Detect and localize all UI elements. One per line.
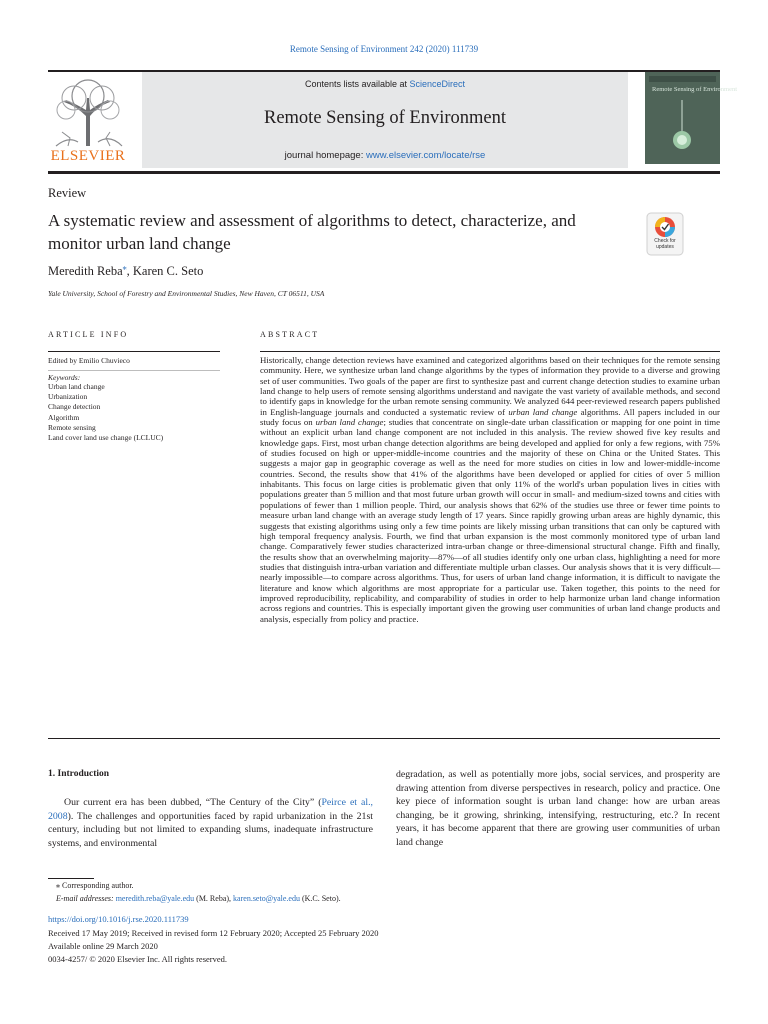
abstract-segment: Historically, change detection reviews have examined and categorized algorithms based on their techniques for the remote sensing community. Here, we synthesize urban land change algorithms by the types of information they provide to a diverse and growing set of user communities. Two goals of the paper are first to synthesize past and current change detection studies to examine urban land change to help users of remote sensing algorithms understand and navigate the vast variety of available methods, and second to identify gaps in knowledge for the urban remote sensing community. We analyzed 644 peer-reviewed research papers published in English-language journals and conducted a systematic review of: [260, 355, 720, 417]
available-online: Available online 29 March 2020: [48, 941, 158, 951]
email-label: E-mail addresses:: [56, 894, 114, 903]
divider: [260, 351, 720, 352]
journal-citation[interactable]: Remote Sensing of Environment 242 (2020) 111739: [289, 44, 479, 54]
abstract-emphasis: urban land change: [508, 406, 578, 417]
received-dates: Received 17 May 2019; Received in revised form 12 February 2020; Accepted 25 February 2020: [48, 928, 379, 938]
keyword: Remote sensing: [48, 422, 96, 432]
article-info-heading: ARTICLE INFO: [48, 330, 129, 339]
intro-paragraph-right: degradation, as well as potentially more jobs, social services, and prosperity are drawing attention from diverse perspectives in research, policy and practice. One key piece of information sought is urban land change: how are urban areas changing, be it growing, shrinking, intensifying, restructuring, etc.? In recent years, it has become apparent that there are growing user communities of urban land change: [396, 769, 720, 848]
sciencedirect-link[interactable]: ScienceDirect: [409, 79, 466, 89]
divider: [48, 370, 220, 371]
author-list: [48, 263, 203, 279]
footnote-rule: [48, 878, 94, 879]
crossmark-label: Check for updates: [654, 238, 676, 250]
abstract-segment: algorithms. All papers included in our study focus on: [260, 406, 720, 428]
keyword: Change detection: [48, 402, 101, 412]
homepage-prefix: journal homepage:: [284, 150, 366, 161]
edited-by: Edited by Emilio Chuvieco: [48, 356, 130, 365]
abstract-heading: ABSTRACT: [260, 330, 320, 339]
copyright: 0034-4257/ © 2020 Elsevier Inc. All rights reserved.: [48, 954, 228, 964]
intro-text: Our current era has been dubbed, “The Century of the City” (: [64, 797, 322, 808]
journal-cover-thumbnail[interactable]: [645, 72, 738, 164]
email-owner: (K.C. Seto).: [299, 894, 341, 903]
header-bottom-rule: [48, 171, 720, 174]
reference-link[interactable]: Peirce et al., 2008: [48, 797, 373, 822]
abstract-text: [260, 355, 720, 624]
journal-title: Remote Sensing of Environment: [263, 108, 506, 128]
crossmark-icon[interactable]: [646, 212, 684, 256]
doi-link[interactable]: https://doi.org/10.1016/j.rse.2020.111739: [48, 914, 189, 924]
keyword-list: [48, 382, 163, 443]
journal-homepage: [142, 150, 628, 161]
keywords-label: Keywords:: [48, 373, 81, 382]
email-link[interactable]: karen.seto@yale.edu: [233, 894, 300, 903]
author-separator: ,: [126, 264, 133, 279]
abstract-segment: ; studies that concentrate on single-date urban classification or mapping for one point in time without an explicit urban land change component are not included in this analysis. The review showed five key results and knowledge gaps. First, most urban change detection algorithms are being developed and applied for only a few regions, with 75% of studies focused on high or upper-middle-income countries and the majority of these on China or the United States. This suggests a major gap in geographic coverage as well as the need for more studies on cities in low and lower-middle-income countries. Second, the results show that 41% of the algorithms have been developed or applied for cities of over 5 million inhabitants. This focus on large cities is problematic given that only 11% of the world's urban population lives in cities with populations greater than 5 million and that most future urban growth will occur in small- and medium-sized towns and cities with populations of fewer than 1 million people. Third, our analysis shows that 62% of the studies use three or fewer time points to measure urban land change with an average study length of 17 years. Since rapidly growing urban areas are highly dynamic, this suggests that existing algorithms using only a few time points are likely missing urban transitions that can only be captured with high temporal frequency analysis. Fourth, we find that urban expansion is the most commonly monitored type of urban land change. Comparatively fewer studies characterized intra-urban change or three-dimensional structural change. Fifth and finally, the results show that an overwhelming majority—87%—of all studies identify only one urban class, highlighting a need for more studies that distinguish intra-urban variation and differentiate multiple urban classes. Our analysis shows that it is very difficult—nearly impossible—to compare across algorithms. Thus, for users of urban land change information, it is difficult to navigate the literature and know which algorithms are most appropriate for a particular use. Taken together, this points to the need for improved reproducibility, replicability, and comparability of studies in order to help harmonize urban land change information across regions and countries. This is especially important given the growing user communities of urban land change products and analysis, especially from policy and practice.: [260, 417, 720, 624]
cover-title: Remote Sensing of Environment: [652, 86, 738, 93]
elsevier-wordmark[interactable]: ELSEVIER: [50, 148, 126, 164]
email-addresses: [56, 894, 341, 903]
corresponding-author-mark[interactable]: ⁎: [122, 263, 127, 272]
email-owner: (M. Reba),: [194, 894, 234, 903]
keyword: Land cover land use change (LCLUC): [48, 433, 164, 443]
intro-text: ). The challenges and opportunities faced by rapid urbanization in the 21st century, including but not limited to expanding slums, inadequate infrastructure systems, and environmental: [48, 810, 373, 849]
homepage-link[interactable]: www.elsevier.com/locate/rse: [366, 150, 486, 161]
abstract-emphasis: urban land change: [315, 417, 384, 428]
keyword: Algorithm: [48, 412, 80, 422]
contents-prefix: Contents lists available at: [304, 79, 410, 89]
keyword: Urbanization: [48, 392, 88, 402]
author-name[interactable]: Karen C. Seto: [132, 264, 204, 279]
divider: [48, 351, 220, 352]
intro-paragraph-left: [48, 796, 373, 850]
section-heading-introduction: 1. Introduction: [48, 769, 110, 779]
contents-availability: [142, 79, 628, 89]
article-type: Review: [48, 186, 87, 200]
keyword: Urban land change: [48, 382, 105, 391]
author-affiliation: Yale University, School of Forestry and Environmental Studies, New Haven, CT 06511, USA: [48, 289, 325, 298]
divider: [48, 738, 720, 739]
author-name[interactable]: Meredith Reba: [48, 264, 123, 279]
email-link[interactable]: meredith.reba@yale.edu: [115, 894, 195, 903]
corresponding-author-note: ⁎ Corresponding author.: [56, 881, 134, 890]
article-title: A systematic review and assessment of algorithms to detect, characterize, and monitor urban land change: [48, 211, 576, 253]
publication-history: [48, 927, 378, 966]
